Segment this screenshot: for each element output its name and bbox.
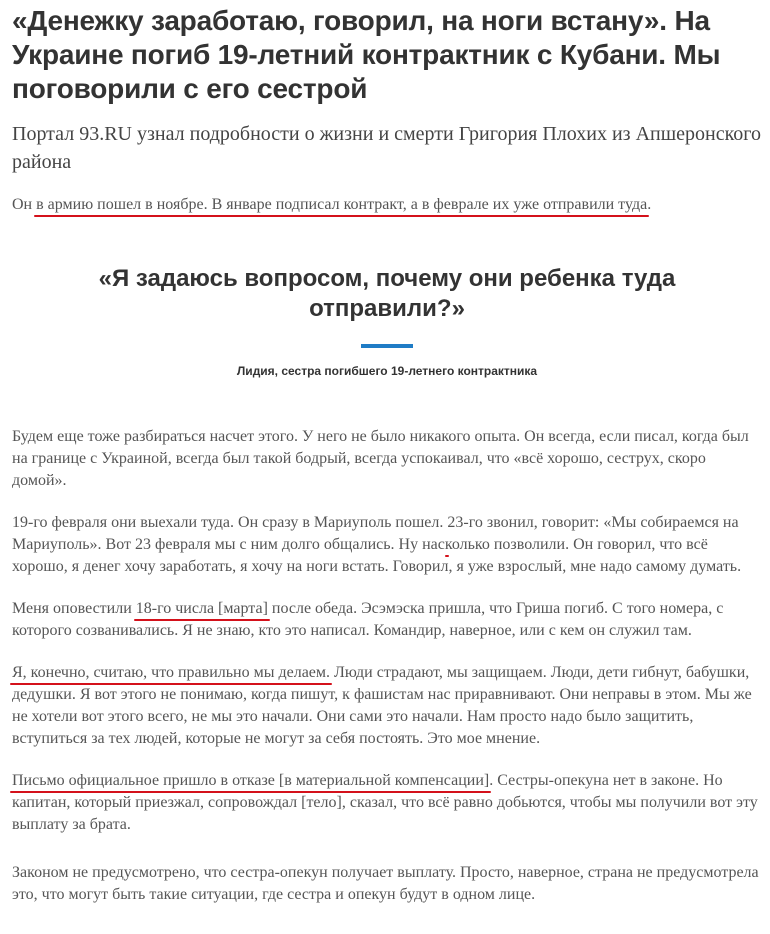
paragraph-4-highlight: Я, конечно, считаю, что правильно мы делаем. <box>12 664 331 681</box>
pull-quote-divider <box>361 344 413 348</box>
paragraph-3 <box>12 598 762 642</box>
paragraph-2-text: 19-го февраля они выехали туда. Он сразу в Мариуполь пошел. <box>12 514 448 531</box>
paragraph-5-highlight: Письмо официальное пришло в отказе [в материальной компенсации] <box>12 772 490 789</box>
pull-quote <box>12 264 762 378</box>
paragraph-1: Будем еще тоже разбираться насчет этого. У него не было никакого опыта. Он всегда, если писал, когда был на границе с Украиной, всегда был такой бодрый, всегда успокаивал, что «всё хорошо, сеструх, скоро домой». <box>12 428 749 489</box>
paragraph-2-highlight: 23-го звонил, говорит: «Мы собираемся на Мариуполь» <box>12 514 739 553</box>
lead-text: Он <box>12 196 37 213</box>
paragraph-6: Законом не предусмотрено, что сестра-опекун получает выплату. Просто, наверное, страна не предусмотрела это, что могут быть такие ситуации, где сестра и опекун будут в одном лице. <box>12 864 759 903</box>
paragraph-5 <box>12 770 762 836</box>
paragraph-2 <box>12 512 762 578</box>
pull-quote-text: «Я задаюсь вопросом, почему они ребенка туда отправили?» <box>98 265 676 322</box>
article-headline: «Денежку заработаю, говорил, на ноги встану». На Украине погиб 19-летний контрактник с Кубани. Мы поговорили с его сестрой <box>12 5 721 104</box>
paragraph-4 <box>12 662 762 750</box>
paragraph-3-text-end: после обеда. Эсэмэска пришла, что Гриша погиб. С того номера, с которого созванивались. Я не знаю, кто это написал. Командир, наверное, или с кем он служил там. <box>12 600 724 639</box>
lead-highlight: в армию пошел в ноябре. В январе подписал контракт, а в феврале их уже отправили туда <box>36 196 648 213</box>
paragraph-5-text-end: . Сестры-опекуна нет в законе. Но капитан, который приезжал, сопровождал [тело], сказал, что всё равно добьются, чтобы мы получили вот эту выплату за брата. <box>12 772 758 833</box>
paragraph-3-text: Меня оповестили <box>12 600 136 617</box>
paragraph-2-text-end: . Вот 23 февраля мы с ним долго общались. Ну насколько позволили. Он говорил, что всё хорошо, я денег хочу заработать, я хочу на ноги встать. Говорил, я уже взрослый, мне надо самому думать. <box>12 536 742 575</box>
article <box>12 0 762 906</box>
lead-text-end: . <box>647 196 652 213</box>
pull-quote-author: Лидия, сестра погибшего 19-летнего контрактника <box>236 364 538 378</box>
article-subtitle: Портал 93.RU узнал подробности о жизни и смерти Григория Плохих из Апшеронского района <box>12 123 761 173</box>
article-lead <box>12 194 762 216</box>
paragraph-3-highlight: 18-го числа [марта] <box>135 600 268 617</box>
paragraph-4-text-end: Люди страдают, мы защищаем. Люди, дети гибнут, бабушки, дедушки. Я вот этого не понимаю, когда пишут, к фашистам нас приравнивают. Они неправы в этом. Мы же не хотели вот этого всего, не мы это начали. Они сами это начали. Нам просто надо было защитить, вступиться за тех людей, которые не могут за себя постоять. Это мое мнение. <box>12 664 752 747</box>
